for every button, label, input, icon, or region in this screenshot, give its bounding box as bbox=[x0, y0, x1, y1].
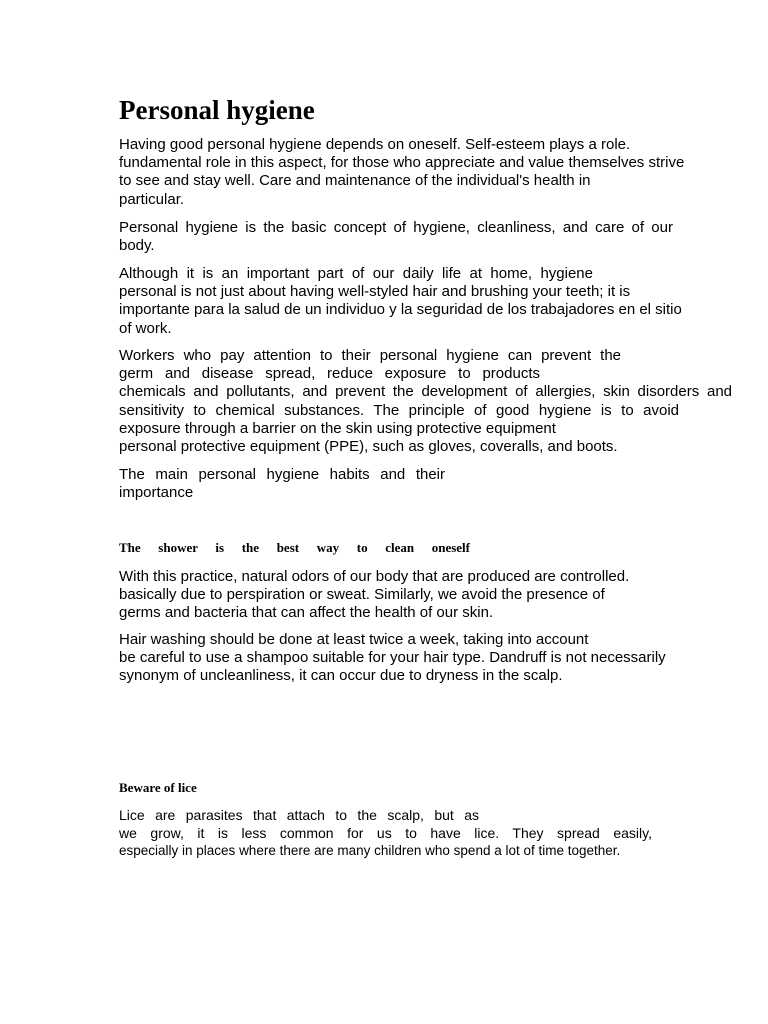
text-line: synonym of uncleanliness, it can occur due to dryness in the scalp. bbox=[119, 667, 563, 685]
definition-paragraph bbox=[119, 219, 673, 255]
shower-paragraph bbox=[119, 568, 629, 623]
text-line: chemicals and pollutants, and prevent the development of allergies, skin disorders and bbox=[119, 383, 732, 401]
text-line: Hair washing should be done at least twice a week, taking into account bbox=[119, 631, 589, 648]
intro-paragraph bbox=[119, 136, 684, 209]
text-line: be careful to use a shampoo suitable for your hair type. Dandruff is not necessarily bbox=[119, 649, 666, 667]
text-line: Although it is an important part of our daily life at home, hygiene bbox=[119, 265, 593, 282]
text-line: sensitivity to chemical substances. The principle of good hygiene is to avoid bbox=[119, 401, 679, 419]
text-line: With this practice, natural odors of our body that are produced are controlled. bbox=[119, 568, 630, 585]
lice-section-heading: Beware of lice bbox=[119, 780, 197, 795]
text-line: Having good personal hygiene depends on oneself. Self-esteem plays a role. bbox=[119, 136, 631, 153]
shower-section-heading: The shower is the best way to clean oneself bbox=[119, 540, 470, 555]
text-line: to see and stay well. Care and maintenance of the individual's health in bbox=[119, 172, 591, 190]
text-line: personal protective equipment (PPE), such as gloves, coveralls, and boots. bbox=[119, 438, 618, 456]
text-line: importante para la salud de un individuo y la seguridad de los trabajadores en el sitio bbox=[119, 301, 682, 319]
text-line: exposure through a barrier on the skin using protective equipment bbox=[119, 419, 556, 437]
text-line: personal is not just about having well-styled hair and brushing your teeth; it is bbox=[119, 283, 631, 301]
text-line: of work. bbox=[119, 319, 172, 337]
hair-washing-paragraph bbox=[119, 631, 666, 686]
text-line: fundamental role in this aspect, for those who appreciate and value themselves strive bbox=[119, 154, 685, 172]
text-line: Personal hygiene is the basic concept of hygiene, cleanliness, and care of our bbox=[119, 219, 673, 236]
text-line: germ and disease spread, reduce exposure to products bbox=[119, 365, 540, 383]
lice-paragraph bbox=[119, 806, 652, 861]
text-line: Lice are parasites that attach to the scalp, but as bbox=[119, 807, 479, 823]
text-line: body. bbox=[119, 237, 155, 255]
page-title: Personal hygiene bbox=[119, 95, 315, 125]
text-line: basically due to perspiration or sweat. Similarly, we avoid the presence of bbox=[119, 586, 605, 604]
habits-intro-paragraph bbox=[119, 466, 445, 502]
text-line: Workers who pay attention to their personal hygiene can prevent the bbox=[119, 347, 621, 364]
importance-paragraph bbox=[119, 265, 682, 338]
text-line: particular. bbox=[119, 190, 185, 208]
workers-paragraph bbox=[119, 347, 732, 456]
text-line: germs and bacteria that can affect the health of our skin. bbox=[119, 604, 494, 622]
text-line: The main personal hygiene habits and their bbox=[119, 466, 445, 483]
text-line: importance bbox=[119, 484, 194, 502]
text-line: especially in places where there are many children who spend a lot of time together. bbox=[119, 843, 621, 859]
text-line: we grow, it is less common for us to have lice. They spread easily, bbox=[119, 825, 652, 842]
